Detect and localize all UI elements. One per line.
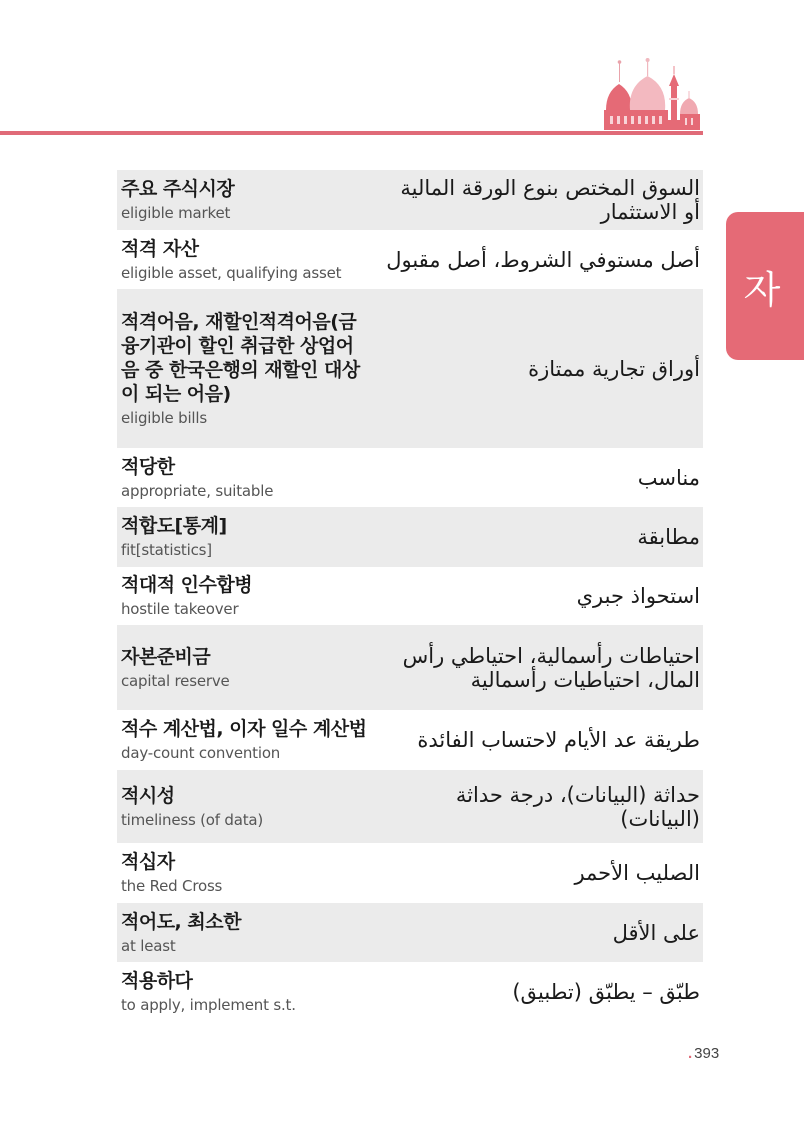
english-term: hostile takeover <box>121 600 239 618</box>
korean-term: 주요 주식시장 <box>121 178 235 200</box>
glossary-row <box>117 903 703 962</box>
glossary-table <box>117 170 703 1022</box>
arabic-term: أصل مستوفي الشروط، أصل مقبول <box>386 247 700 272</box>
mosque-icon <box>600 58 704 134</box>
korean-term: 적용하다 <box>121 970 193 992</box>
english-term: eligible asset, qualifying asset <box>121 263 342 282</box>
bullet-icon: . <box>688 1045 693 1062</box>
english-term: at least <box>121 936 176 955</box>
english-term: the Red Cross <box>121 877 223 895</box>
korean-term: 적대적 인수합병 <box>121 574 253 596</box>
page-number-value: 393 <box>694 1045 720 1062</box>
arabic-term: طبّق – يطبّق (تطبيق) <box>512 980 700 1004</box>
section-tab: 자 <box>726 212 804 360</box>
arabic-term: مطابقة <box>637 525 700 549</box>
glossary-row <box>117 710 703 770</box>
arabic-term: استحواذ جبري <box>576 584 700 608</box>
arabic-term: السوق المختص بنوع الورقة المالية أو الاستثمار <box>400 176 700 224</box>
english-term: day-count convention <box>121 744 281 762</box>
korean-term: 적어도, 최소한 <box>121 910 241 933</box>
glossary-row <box>117 625 703 710</box>
english-term: fit[statistics] <box>121 541 212 559</box>
glossary-row <box>117 507 703 567</box>
arabic-term: حداثة (البيانات)، درجة حداثة (البيانات) <box>455 782 700 831</box>
glossary-row <box>117 289 703 448</box>
glossary-row <box>117 962 703 1022</box>
arabic-term: الصليب الأحمر <box>574 861 700 885</box>
korean-term: 적격 자산 <box>121 237 199 260</box>
english-term: eligible market <box>121 204 231 222</box>
page-number <box>688 1045 719 1062</box>
glossary-row <box>117 230 703 289</box>
english-term: capital reserve <box>121 671 230 690</box>
glossary-row <box>117 448 703 507</box>
english-term: to apply, implement s.t. <box>121 996 296 1014</box>
glossary-row <box>117 567 703 625</box>
glossary-row <box>117 843 703 903</box>
korean-term: 적십자 <box>121 851 175 873</box>
korean-term: 적합도[통계] <box>121 515 227 537</box>
korean-term: 자본준비금 <box>121 645 211 668</box>
english-term: eligible bills <box>121 408 207 427</box>
korean-term: 적수 계산법, 이자 일수 계산법 <box>121 718 367 740</box>
korean-term: 적격어음, 재할인적격어음(금융기관이 할인 취급한 상업어음 중 한국은행의 재할인 대상이 되는 어음) <box>121 310 360 405</box>
arabic-term: أوراق تجارية ممتازة <box>528 356 700 381</box>
english-term: timeliness (of data) <box>121 810 264 829</box>
korean-term: 적당한 <box>121 455 175 478</box>
arabic-term: على الأقل <box>612 920 700 945</box>
glossary-row <box>117 770 703 843</box>
arabic-term: مناسب <box>637 465 700 490</box>
arabic-term: طريقة عد الأيام لاحتساب الفائدة <box>417 728 700 752</box>
header-rule <box>0 131 703 135</box>
arabic-term: احتياطات رأسمالية، احتياطي رأس المال، احتياطيات رأسمالية <box>402 643 700 692</box>
korean-term: 적시성 <box>121 784 175 807</box>
glossary-row <box>117 170 703 230</box>
english-term: appropriate, suitable <box>121 481 274 500</box>
